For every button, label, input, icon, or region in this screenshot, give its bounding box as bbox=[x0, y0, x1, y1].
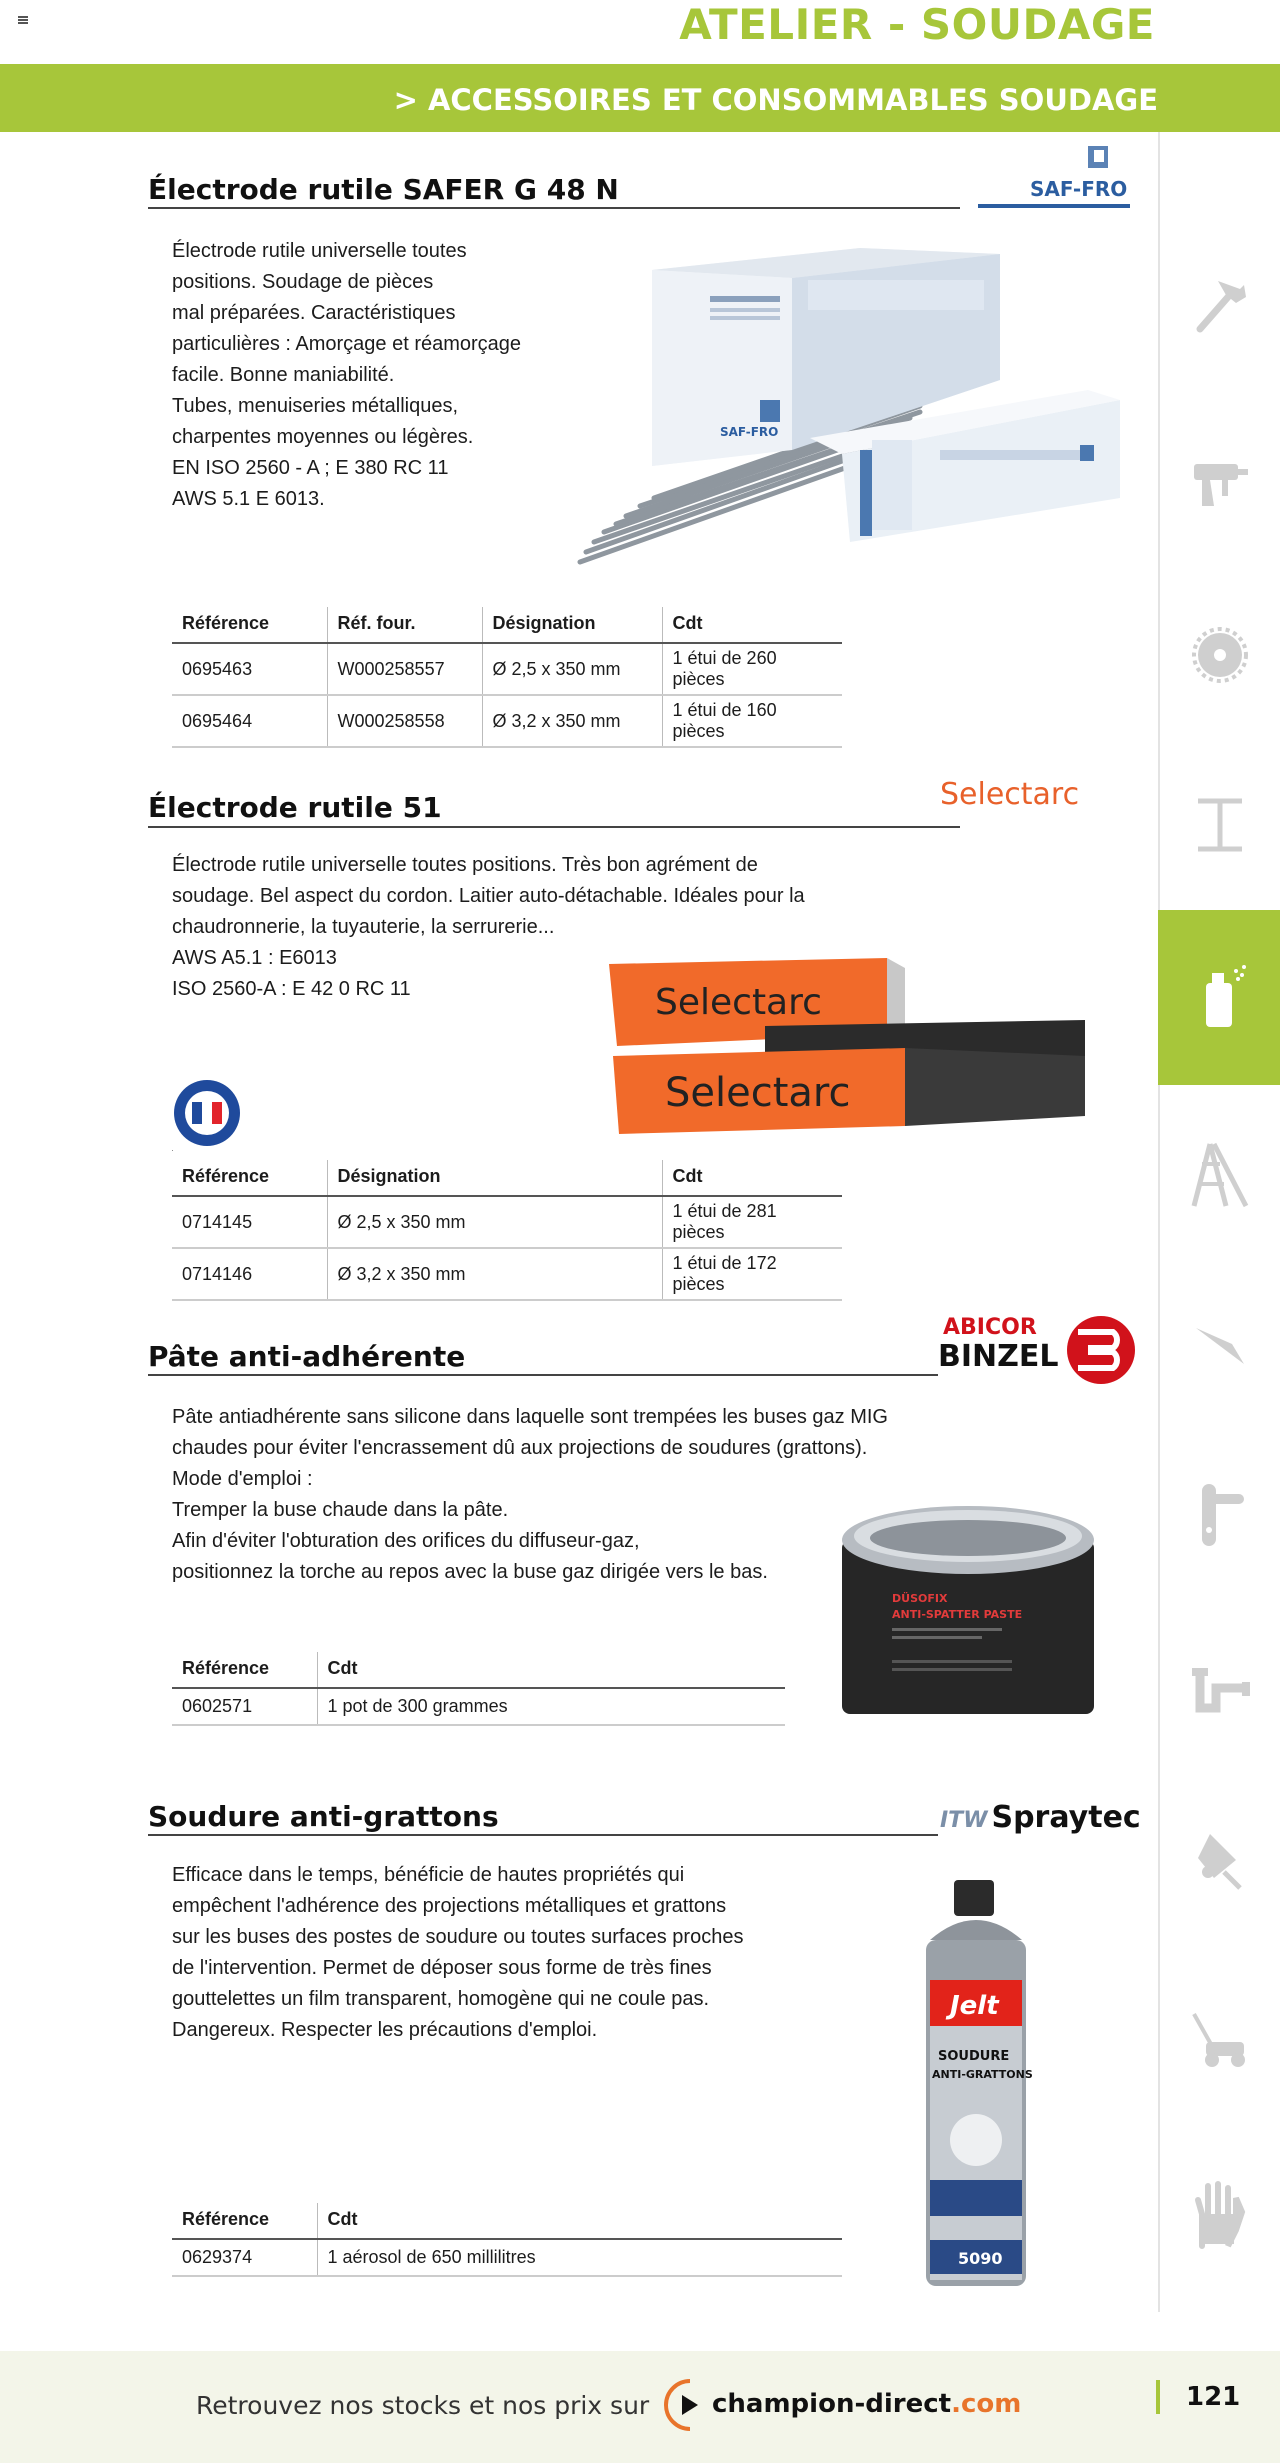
menu-icon[interactable] bbox=[18, 16, 28, 24]
product-3-description: Pâte antiadhérente sans silicone dans laquelle sont trempées les buses gaz MIG chaudes pour éviter l'encrassement dû aux projections de soudures (grattons). Mode d'emploi : Tremper la buse chaude dans la pâte. Afin d'éviter l'obturation des orifices du diffuseur-gaz, positionnez la torche au repos avec la buse gaz dirigée vers le bas. bbox=[172, 1406, 888, 1583]
page-number-marker bbox=[1156, 2380, 1160, 2414]
cell-packaging: 1 aérosol de 650 millilitres bbox=[317, 2239, 842, 2276]
saffro-logo-text: SAF-FRO bbox=[1030, 177, 1128, 201]
col-header: Référence bbox=[172, 607, 327, 643]
col-header: Référence bbox=[172, 2203, 317, 2239]
table-row bbox=[172, 2239, 842, 2276]
cell-reference: 0714146 bbox=[172, 1248, 327, 1300]
cell-packaging: 1 étui de 160 pièces bbox=[662, 695, 842, 747]
box-label: Selectarc bbox=[665, 1070, 851, 1116]
pot-label: ANTI-SPATTER PASTE bbox=[892, 1608, 1023, 1621]
binzel-logo-top: ABICOR bbox=[943, 1315, 1037, 1340]
product-1-description: Électrode rutile universelle toutes positions. Soudage de pièces mal préparées. Caractéristiques particulières : Amorçage et réamorçage facile. Bonne maniabilité. Tubes, menuiseries métalliques, charpentes moyennes ou légères. EN ISO 2560 - A ; E 380 RC 11 AWS 5.1 E 6013. bbox=[172, 240, 522, 510]
product-1-image bbox=[560, 240, 1130, 580]
table-row bbox=[172, 1196, 842, 1248]
lamp-icon[interactable] bbox=[1180, 1820, 1260, 1900]
svg-text:SAF-FRO: SAF-FRO bbox=[720, 425, 779, 439]
spraytec-logo-prefix: ITW bbox=[940, 1808, 988, 1833]
can-code: 5090 bbox=[958, 2249, 1003, 2268]
col-header: Référence bbox=[172, 1160, 327, 1196]
product-1-title: Électrode rutile SAFER G 48 N bbox=[148, 173, 619, 206]
col-header: Cdt bbox=[662, 607, 842, 643]
spray-can-icon[interactable] bbox=[1180, 958, 1260, 1038]
table-row bbox=[172, 1248, 842, 1300]
product-1-rule bbox=[148, 207, 960, 209]
product-4-title: Soudure anti-grattons bbox=[148, 1800, 499, 1833]
can-label: ANTI-GRATTONS bbox=[932, 2068, 1033, 2081]
col-header: Cdt bbox=[317, 2203, 842, 2239]
pipe-icon[interactable] bbox=[1180, 1650, 1260, 1730]
product-3-table bbox=[172, 1652, 785, 1726]
product-2-title: Électrode rutile 51 bbox=[148, 791, 442, 824]
cell-designation: Ø 2,5 x 350 mm bbox=[327, 1196, 662, 1248]
cell-packaging: 1 étui de 281 pièces bbox=[662, 1196, 842, 1248]
col-header: Désignation bbox=[327, 1160, 662, 1196]
page-subtitle: > ACCESSOIRES ET CONSOMMABLES SOUDAGE bbox=[393, 83, 1158, 117]
col-header: Désignation bbox=[482, 607, 662, 643]
page-number: 121 bbox=[1186, 2382, 1241, 2412]
cell-packaging: 1 étui de 172 pièces bbox=[662, 1248, 842, 1300]
footer-site-name: champion-direct bbox=[712, 2389, 952, 2419]
hammer-icon[interactable] bbox=[1180, 265, 1260, 345]
box-label: Selectarc bbox=[655, 982, 822, 1023]
footer-website-link[interactable] bbox=[712, 2389, 1021, 2419]
col-header: Cdt bbox=[317, 1652, 785, 1688]
table-row bbox=[172, 1688, 785, 1725]
cell-reference: 0629374 bbox=[172, 2239, 317, 2276]
cell-reference: 0695464 bbox=[172, 695, 327, 747]
made-in-france-badge bbox=[172, 1078, 242, 1148]
product-3-rule bbox=[148, 1374, 938, 1376]
selectarc-logo: Selectarc bbox=[940, 777, 1080, 812]
binzel-logo-bottom: BINZEL bbox=[938, 1339, 1059, 1374]
cell-reference: 0602571 bbox=[172, 1688, 317, 1725]
arrow-icon bbox=[664, 2377, 710, 2433]
product-2-description: Électrode rutile universelle toutes positions. Très bon agrément de soudage. Bel aspect du cordon. Laitier auto-détachable. Idéales pour la chaudronnerie, la tuyauterie, la serrurerie... AWS A5.1 : E6013 ISO 2560-A : E 42 0 RC 11 bbox=[172, 854, 805, 1000]
binzel-logo bbox=[938, 1300, 1138, 1390]
cell-designation: Ø 2,5 x 350 mm bbox=[482, 643, 662, 695]
product-2-image bbox=[605, 956, 1095, 1136]
drill-icon[interactable] bbox=[1180, 440, 1260, 520]
page-main-title: ATELIER - SOUDAGE bbox=[679, 0, 1155, 49]
screw-icon[interactable] bbox=[1180, 1300, 1260, 1380]
spraytec-logo bbox=[940, 1800, 1141, 1835]
cell-designation: Ø 3,2 x 350 mm bbox=[482, 695, 662, 747]
cell-designation: Ø 3,2 x 350 mm bbox=[327, 1248, 662, 1300]
saffro-logo bbox=[978, 140, 1130, 212]
col-header: Cdt bbox=[662, 1160, 842, 1196]
can-label: SOUDURE bbox=[938, 2049, 1010, 2064]
cell-packaging: 1 étui de 260 pièces bbox=[662, 643, 842, 695]
glove-icon[interactable] bbox=[1180, 2175, 1260, 2255]
badge-text bbox=[172, 1150, 173, 1151]
cell-packaging: 1 pot de 300 grammes bbox=[317, 1688, 785, 1725]
cell-supplier-ref: W000258558 bbox=[327, 695, 482, 747]
ladder-icon[interactable] bbox=[1180, 1135, 1260, 1215]
spraytec-logo-text: Spraytec bbox=[991, 1800, 1141, 1835]
product-3-title: Pâte anti-adhérente bbox=[148, 1340, 466, 1373]
product-4-rule bbox=[148, 1834, 938, 1836]
product-1-table bbox=[172, 607, 842, 748]
col-header: Réf. four. bbox=[327, 607, 482, 643]
product-2-table bbox=[172, 1160, 842, 1301]
footer-text: Retrouvez nos stocks et nos prix sur bbox=[196, 2391, 650, 2420]
table-row bbox=[172, 643, 842, 695]
saw-blade-icon[interactable] bbox=[1180, 615, 1260, 695]
can-brand: Jelt bbox=[950, 1991, 999, 2021]
pot-label: DÜSOFIX bbox=[892, 1592, 948, 1605]
door-handle-icon[interactable] bbox=[1180, 1475, 1260, 1555]
cell-reference: 0714145 bbox=[172, 1196, 327, 1248]
footer-site-tld: .com bbox=[951, 2389, 1022, 2419]
product-4-description: Efficace dans le temps, bénéficie de hautes propriétés qui empêchent l'adhérence des projections métalliques et grattons sur les buses des postes de soudure ou toutes surfaces proches de l'intervention. Permet de déposer sous forme de très fines gouttelettes un film transparent, homogène qui ne coule pas. Dangereux. Respecter les précautions d'emploi. bbox=[172, 1864, 744, 2041]
col-header: Référence bbox=[172, 1652, 317, 1688]
lawn-mower-icon[interactable] bbox=[1180, 2000, 1260, 2080]
product-3-image bbox=[832, 1500, 1104, 1720]
sidebar-divider bbox=[1158, 132, 1160, 2312]
cell-supplier-ref: W000258557 bbox=[327, 643, 482, 695]
table-row bbox=[172, 695, 842, 747]
product-4-image bbox=[910, 1880, 1042, 2292]
cell-reference: 0695463 bbox=[172, 643, 327, 695]
product-4-table bbox=[172, 2203, 842, 2277]
beam-icon[interactable] bbox=[1180, 785, 1260, 865]
product-2-rule bbox=[148, 826, 960, 828]
